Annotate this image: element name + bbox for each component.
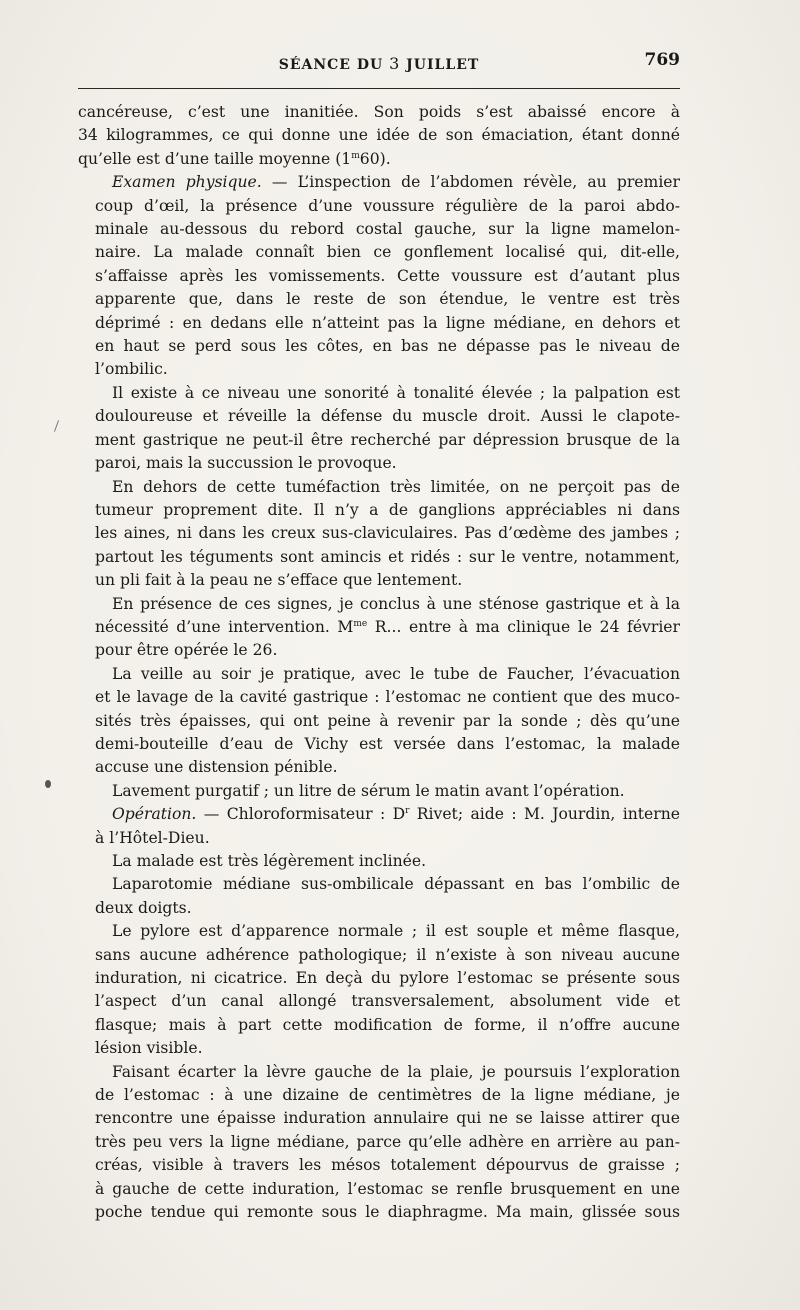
text-line: sités très épaisses, qui ont peine à revenir par la sonde ; dès qu’une	[95, 711, 680, 730]
text-line: pour être opérée le 26.	[95, 641, 278, 660]
text-line: très peu vers la ligne médiane, parce qu’elle adhère en arrière au pan-	[95, 1132, 680, 1151]
paragraph	[78, 850, 680, 873]
text-line: Laparotomie médiane sus-ombilicale dépassant en bas l’ombilic de	[112, 875, 680, 894]
text-line: lésion visible.	[95, 1039, 203, 1058]
text-line: les aines, ni dans les creux sus-claviculaires. Pas d’œdème des jambes ;	[95, 524, 680, 543]
text-line: rencontre une épaisse induration annulaire qui ne se laisse attirer que	[95, 1109, 680, 1128]
running-title-part: JUILLET	[400, 57, 480, 73]
text-line: demi-bouteille d’eau de Vichy est versée dans l’estomac, la malade	[95, 734, 680, 753]
text-line: sans aucune adhérence pathologique; il n’existe à son niveau aucune	[95, 945, 680, 964]
text-line: créas, visible à travers les mésos totalement dépourvus de graisse ;	[95, 1156, 680, 1175]
running-title	[78, 54, 680, 73]
paragraph	[78, 476, 680, 593]
text-line: de l’estomac : à une dizaine de centimètres de la ligne médiane, je	[95, 1086, 680, 1105]
paragraph	[78, 101, 680, 171]
paragraph	[78, 171, 680, 382]
text-line: déprimé : en dedans elle n’atteint pas la ligne médiane, en dehors et	[95, 313, 680, 332]
text-line: douloureuse et réveille la défense du muscle droit. Aussi le clapote-	[95, 407, 680, 426]
text-line: accuse une distension pénible.	[95, 758, 338, 777]
text-line: induration, ni cicatrice. En deçà du pylore l’estomac se présente sous	[95, 969, 680, 988]
running-title-part: SÉANCE DU	[278, 57, 390, 73]
text-line: et le lavage de la cavité gastrique : l’estomac ne contient que des muco-	[95, 688, 680, 707]
text-line: deux doigts.	[95, 898, 192, 917]
section-lead: Examen physique.	[112, 173, 262, 192]
section-lead: Opération.	[112, 805, 197, 824]
text-line: La malade est très légèrement inclinée.	[112, 852, 427, 870]
text-line: Opération. — Chloroformisateur : $D^r$ Rivet; aide : M. Jourdin, interne	[112, 805, 680, 824]
text-line: Examen physique. — L’inspection de l’abdomen révèle, au premier	[112, 173, 680, 192]
text-line: nécessité d’une intervention. $M^{me}$ R... entre à ma clinique le 24 février	[95, 617, 680, 636]
text-line: l’aspect d’un canal allongé transversalement, absolument vide et	[95, 992, 680, 1011]
text-line: s’affaisse après les vomissements. Cette voussure est d’autant plus	[95, 266, 680, 285]
text-line: En présence de ces signes, je conclus à une sténose gastrique et à la	[112, 594, 680, 613]
margin-mark	[54, 420, 59, 432]
text-line: tumeur proprement dite. Il n’y a de ganglions appréciables ni dans	[95, 500, 680, 519]
text-line: ment gastrique ne peut-il être recherché par dépression brusque de la	[95, 430, 680, 449]
text-line: en haut se perd sous les côtes, en bas ne dépasse pas le niveau de	[95, 337, 680, 356]
text-line: Il existe à ce niveau une sonorité à tonalité élevée ; la palpation est	[112, 383, 680, 402]
text-line: apparente que, dans le reste de son étendue, le ventre est très	[95, 290, 680, 309]
paragraph	[78, 780, 680, 803]
text-line: qu’elle est d’une taille moyenne (1$^m$60).	[78, 149, 391, 168]
text-line: Lavement purgatif ; un litre de sérum le matin avant l’opération.	[112, 781, 625, 800]
header-rule	[78, 88, 680, 89]
text-line: partout les téguments sont amincis et ridés : sur le ventre, notamment,	[95, 547, 680, 566]
text-line: poche tendue qui remonte sous le diaphragme. Ma main, glissée sous	[95, 1203, 680, 1222]
text-line: à gauche de cette induration, l’estomac se renfle brusquement en une	[95, 1179, 680, 1198]
paragraph	[78, 920, 680, 1060]
text-line: paroi, mais la succussion le provoque.	[95, 454, 397, 473]
text-line: minale au-dessous du rebord costal gauche, sur la ligne mamelon-	[95, 220, 680, 239]
running-title-day: 3	[389, 54, 401, 73]
text-line: En dehors de cette tuméfaction très limitée, on ne perçoit pas de	[112, 477, 680, 496]
text-line: 34 kilogrammes, ce qui donne une idée de son émaciation, étant donné	[78, 126, 680, 145]
text-line: naire. La malade connaît bien ce gonflement localisé qui, dit-elle,	[95, 243, 680, 262]
text-line: l’ombilic.	[95, 360, 168, 379]
ink-spot	[45, 780, 51, 788]
text-line: La veille au soir je pratique, avec le tube de Faucher, l’évacuation	[112, 664, 680, 683]
paragraph	[78, 593, 680, 663]
text-line: coup d’œil, la présence d’une voussure régulière de la paroi abdo-	[95, 196, 680, 215]
paragraph	[78, 803, 680, 850]
paragraph	[78, 663, 680, 780]
page-number: 769	[644, 50, 680, 70]
text-line: cancéreuse, c’est une inanitiée. Son poids s’est abaissé encore à	[78, 103, 680, 121]
running-header	[78, 48, 680, 76]
text-line: Le pylore est d’apparence normale ; il est souple et même flasque,	[112, 922, 680, 941]
text-line: Faisant écarter la lèvre gauche de la plaie, je poursuis l’exploration	[112, 1062, 680, 1081]
paragraph	[78, 1061, 680, 1225]
text-line: à l’Hôtel-Dieu.	[95, 828, 210, 847]
paragraph	[78, 382, 680, 476]
body-text	[78, 101, 680, 1225]
text-line: flasque; mais à part cette modification de forme, il n’offre aucune	[95, 1015, 680, 1034]
paragraph	[78, 873, 680, 920]
text-line: un pli fait à la peau ne s’efface que lentement.	[95, 571, 463, 590]
